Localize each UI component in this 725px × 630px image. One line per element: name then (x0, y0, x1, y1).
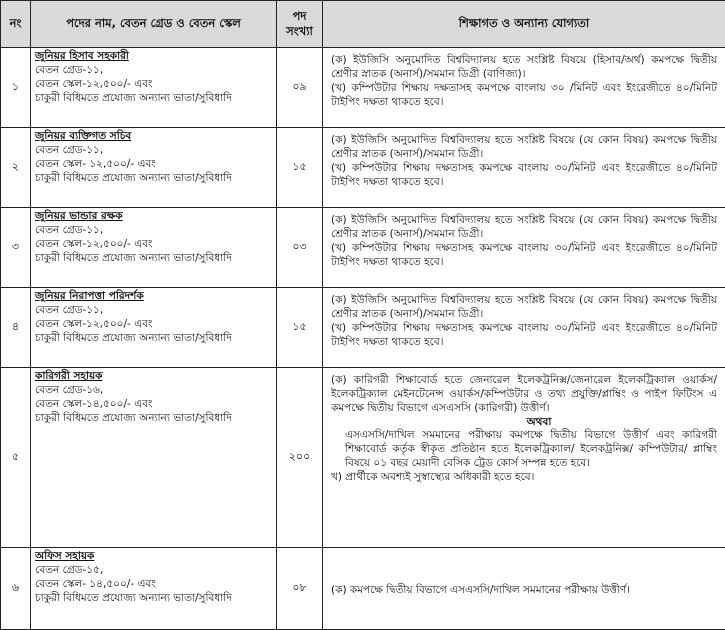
post-title: জুনিয়র ভান্ডার রক্ষক (35, 210, 272, 224)
qualification-cell (323, 208, 725, 288)
post-title: অফিস সহায়ক (35, 550, 272, 564)
qualification-a: (ক) কারিগরী শিক্ষাবোর্ড হতে জেনারেল ইলেকট্রনিক্স/জেনারেল ইলেকট্রিক্যাল ওয়ার্কস/ ইলেকট্রিক্যাল মেইনটেনেন্স ওয়ার্কস/কম্পিউটার ও তথ্য প্রযুক্তি/প্লাম্বিং ও পাইপ ফিটিংস এ কমপক্ষে দ্বিতীয় বিভাগে এসএসসি (কারিগরী) উত্তীর্ণ। (331, 374, 717, 416)
row-number: ১ (1, 48, 31, 128)
post-title: কারিগরী সহায়ক (35, 370, 272, 384)
qualification-b: (খ) কম্পিউটার শিক্ষায় দক্ষতাসহ কমপক্ষে বাংলায় ৩০/মিনিট এবং ইংরেজীতে ৪০/মিনিট টাইপিং দক্ষতা থাকতে হবে। (331, 162, 717, 190)
allowance: চাকুরী বিধিমতে প্রযোজ্য অন্যান্য ভাতা/সুবিধাদি (35, 332, 272, 346)
post-count: ১৫ (277, 288, 323, 368)
post-count: ২০০ (277, 368, 323, 548)
row-number: ৬ (1, 548, 31, 630)
allowance: চাকুরী বিধিমতে প্রযোজ্য অন্যান্য ভাতা/সুবিধাদি (35, 412, 272, 426)
post-count: ০৮ (277, 548, 323, 630)
pay-scale: বেতন স্কেল-১৪,৫০০/- এবং (35, 398, 272, 412)
qualification-a: (ক) ইউজিসি অনুমোদিত বিশ্ববিদ্যালয় হতে সংশ্লিষ্ট বিষয়ে (যে কোন বিষয়) কমপক্ষে দ্বিতীয় শ্রেণীর স্নাতক (অনার্স)/সমমান ডিগ্রী। (331, 294, 717, 322)
post-cell (31, 548, 277, 630)
qualification-cell (323, 288, 725, 368)
post-count: ০৩ (277, 208, 323, 288)
post-count: ০৯ (277, 48, 323, 128)
pay-grade: বেতন গ্রেড-১১, (35, 144, 272, 158)
table-row (1, 208, 725, 288)
pay-scale: বেতন স্কেল-১২,৫০০/- এবং (35, 78, 272, 92)
pay-scale: বেতন স্কেল-১২,৫০০/- এবং (35, 238, 272, 252)
qualification-cell (323, 48, 725, 128)
post-cell (31, 368, 277, 548)
qualification-cell (323, 548, 725, 630)
post-title: জুনিয়র হিসাব সহকারী (35, 50, 272, 64)
table-row (1, 128, 725, 208)
post-cell (31, 288, 277, 368)
qualification-cell (323, 128, 725, 208)
row-number: ৪ (1, 288, 31, 368)
qualification-a: (ক) ইউজিসি অনুমোদিত বিশ্ববিদ্যালয় হতে সংশ্লিষ্ট বিষয়ে (যে কোন বিষয়) কমপক্ষে দ্বিতীয় শ্রেণীর স্নাতক (অনার্স)/সমমান ডিগ্রী। (331, 214, 717, 242)
allowance: চাকুরী বিধিমতে প্রযোজ্য অন্যান্য ভাতা/সুবিধাদি (35, 592, 272, 606)
pay-grade: বেতন গ্রেড-১১, (35, 64, 272, 78)
post-count: ১৫ (277, 128, 323, 208)
row-number: ২ (1, 128, 31, 208)
qualification-b: (খ) কম্পিউটার শিক্ষায় দক্ষতাসহ কমপক্ষে বাংলায় ৩০/মিনিট এবং ইংরেজীতে ৪০/মিনিট টাইপিং দক্ষতা থাকতে হবে। (331, 322, 717, 350)
pay-grade: বেতন গ্রেড-১৫, (35, 564, 272, 578)
qualification-a: (ক) ইউজিসি অনুমোদিত বিশ্ববিদ্যালয় হতে সংশ্লিষ্ট বিষয়ে (হিসাব/অর্থ) কমপক্ষে দ্বিতীয় শ্রেণীর স্নাতক (অনার্স)/সমমান ডিগ্রী (বাণিজ্য)। (331, 54, 717, 82)
pay-grade: বেতন গ্রেড-১১, (35, 224, 272, 238)
qualification-b: খ) প্রার্থীকে অবশ্যই সুস্বাস্থ্যের অধিকারী হতে হবে। (331, 471, 717, 485)
post-title: জুনিয়র নিরাপত্তা পরিদর্শক (35, 290, 272, 304)
header-count: পদ সংখ্যা (277, 1, 323, 48)
row-number: ৩ (1, 208, 31, 288)
allowance: চাকুরী বিধিমতে প্রযোজ্য অন্যান্য ভাতা/সুবিধাদি (35, 92, 272, 106)
header-qualification: শিক্ষাগত ও অন্যান্য যোগ্যতা (323, 1, 725, 48)
post-title: জুনিয়র ব্যক্তিগত সচিব (35, 130, 272, 144)
pay-scale: বেতন স্কেল-১২,৫০০/- এবং (35, 318, 272, 332)
qualification-b: (খ) কম্পিউটার শিক্ষায় দক্ষতাসহ কমপক্ষে বাংলায় ৩০ /মিনিট এবং ইংরেজীতে ৪০/মিনিট টাইপিং দক্ষতা থাকতে হবে। (331, 82, 717, 110)
qualification-a: (ক) ইউজিসি অনুমোদিত বিশ্ববিদ্যালয় হতে সংশ্লিষ্ট বিষয়ে (যে কোন বিষয়) কমপক্ষে দ্বিতীয় শ্রেণীর স্নাতক (অনার্স)/সমমান ডিগ্রী। (331, 134, 717, 162)
pay-scale: বেতন স্কেল- ১২,৫০০/- এবং (35, 158, 272, 172)
table-row (1, 548, 725, 630)
post-cell (31, 128, 277, 208)
qualification-a: (ক) কমপক্ষে দ্বিতীয় বিভাগে এসএসসি/দাখিল সমমানের পরীক্ষায় উত্তীর্ণ। (331, 584, 717, 598)
post-cell (31, 208, 277, 288)
table-row (1, 368, 725, 548)
row-number: ৫ (1, 368, 31, 548)
allowance: চাকুরী বিধিমতে প্রযোজ্য অন্যান্য ভাতা/সুবিধাদি (35, 252, 272, 266)
qualification-b: (খ) কম্পিউটার শিক্ষায় দক্ষতাসহ কমপক্ষে বাংলায় ৩০/মিনিট এবং ইংরেজীতে ৪০/মিনিট টাইপিং দক্ষতা থাকতে হবে। (331, 242, 717, 270)
qualification-a-alt: এসএসসি/দাখিল সমমানের পরীক্ষায় কমপক্ষে দ্বিতীয় বিভাগে উত্তীর্ণ এবং কারিগরী শিক্ষাবোর্ড কর্তৃক স্বীকৃত প্রতিষ্ঠান হতে ইলেকট্রিক্যাল/ ইলেকট্রনিক্স/ কম্পিউটার/ প্লাম্বিং বিষয়ে ০১ বছর মেয়াদী বেসিক ট্রেড কোর্স সম্পন্ন হতে হবে। (331, 429, 717, 471)
table-header-row (1, 1, 725, 48)
pay-grade: বেতন গ্রেড-১১, (35, 304, 272, 318)
header-no: নং (1, 1, 31, 48)
pay-scale: বেতন স্কেল- ১৪,৫০০/- এবং (35, 578, 272, 592)
or-label: অথবা (331, 416, 717, 430)
table-row (1, 288, 725, 368)
table-row (1, 48, 725, 128)
qualification-cell (323, 368, 725, 548)
header-post: পদের নাম, বেতন গ্রেড ও বেতন স্কেল (31, 1, 277, 48)
allowance: চাকুরী বিধিমতে প্রযোজ্য অন্যান্য ভাতা/সুবিধাদি (35, 172, 272, 186)
pay-grade: বেতন গ্রেড-১৬, (35, 384, 272, 398)
post-cell (31, 48, 277, 128)
